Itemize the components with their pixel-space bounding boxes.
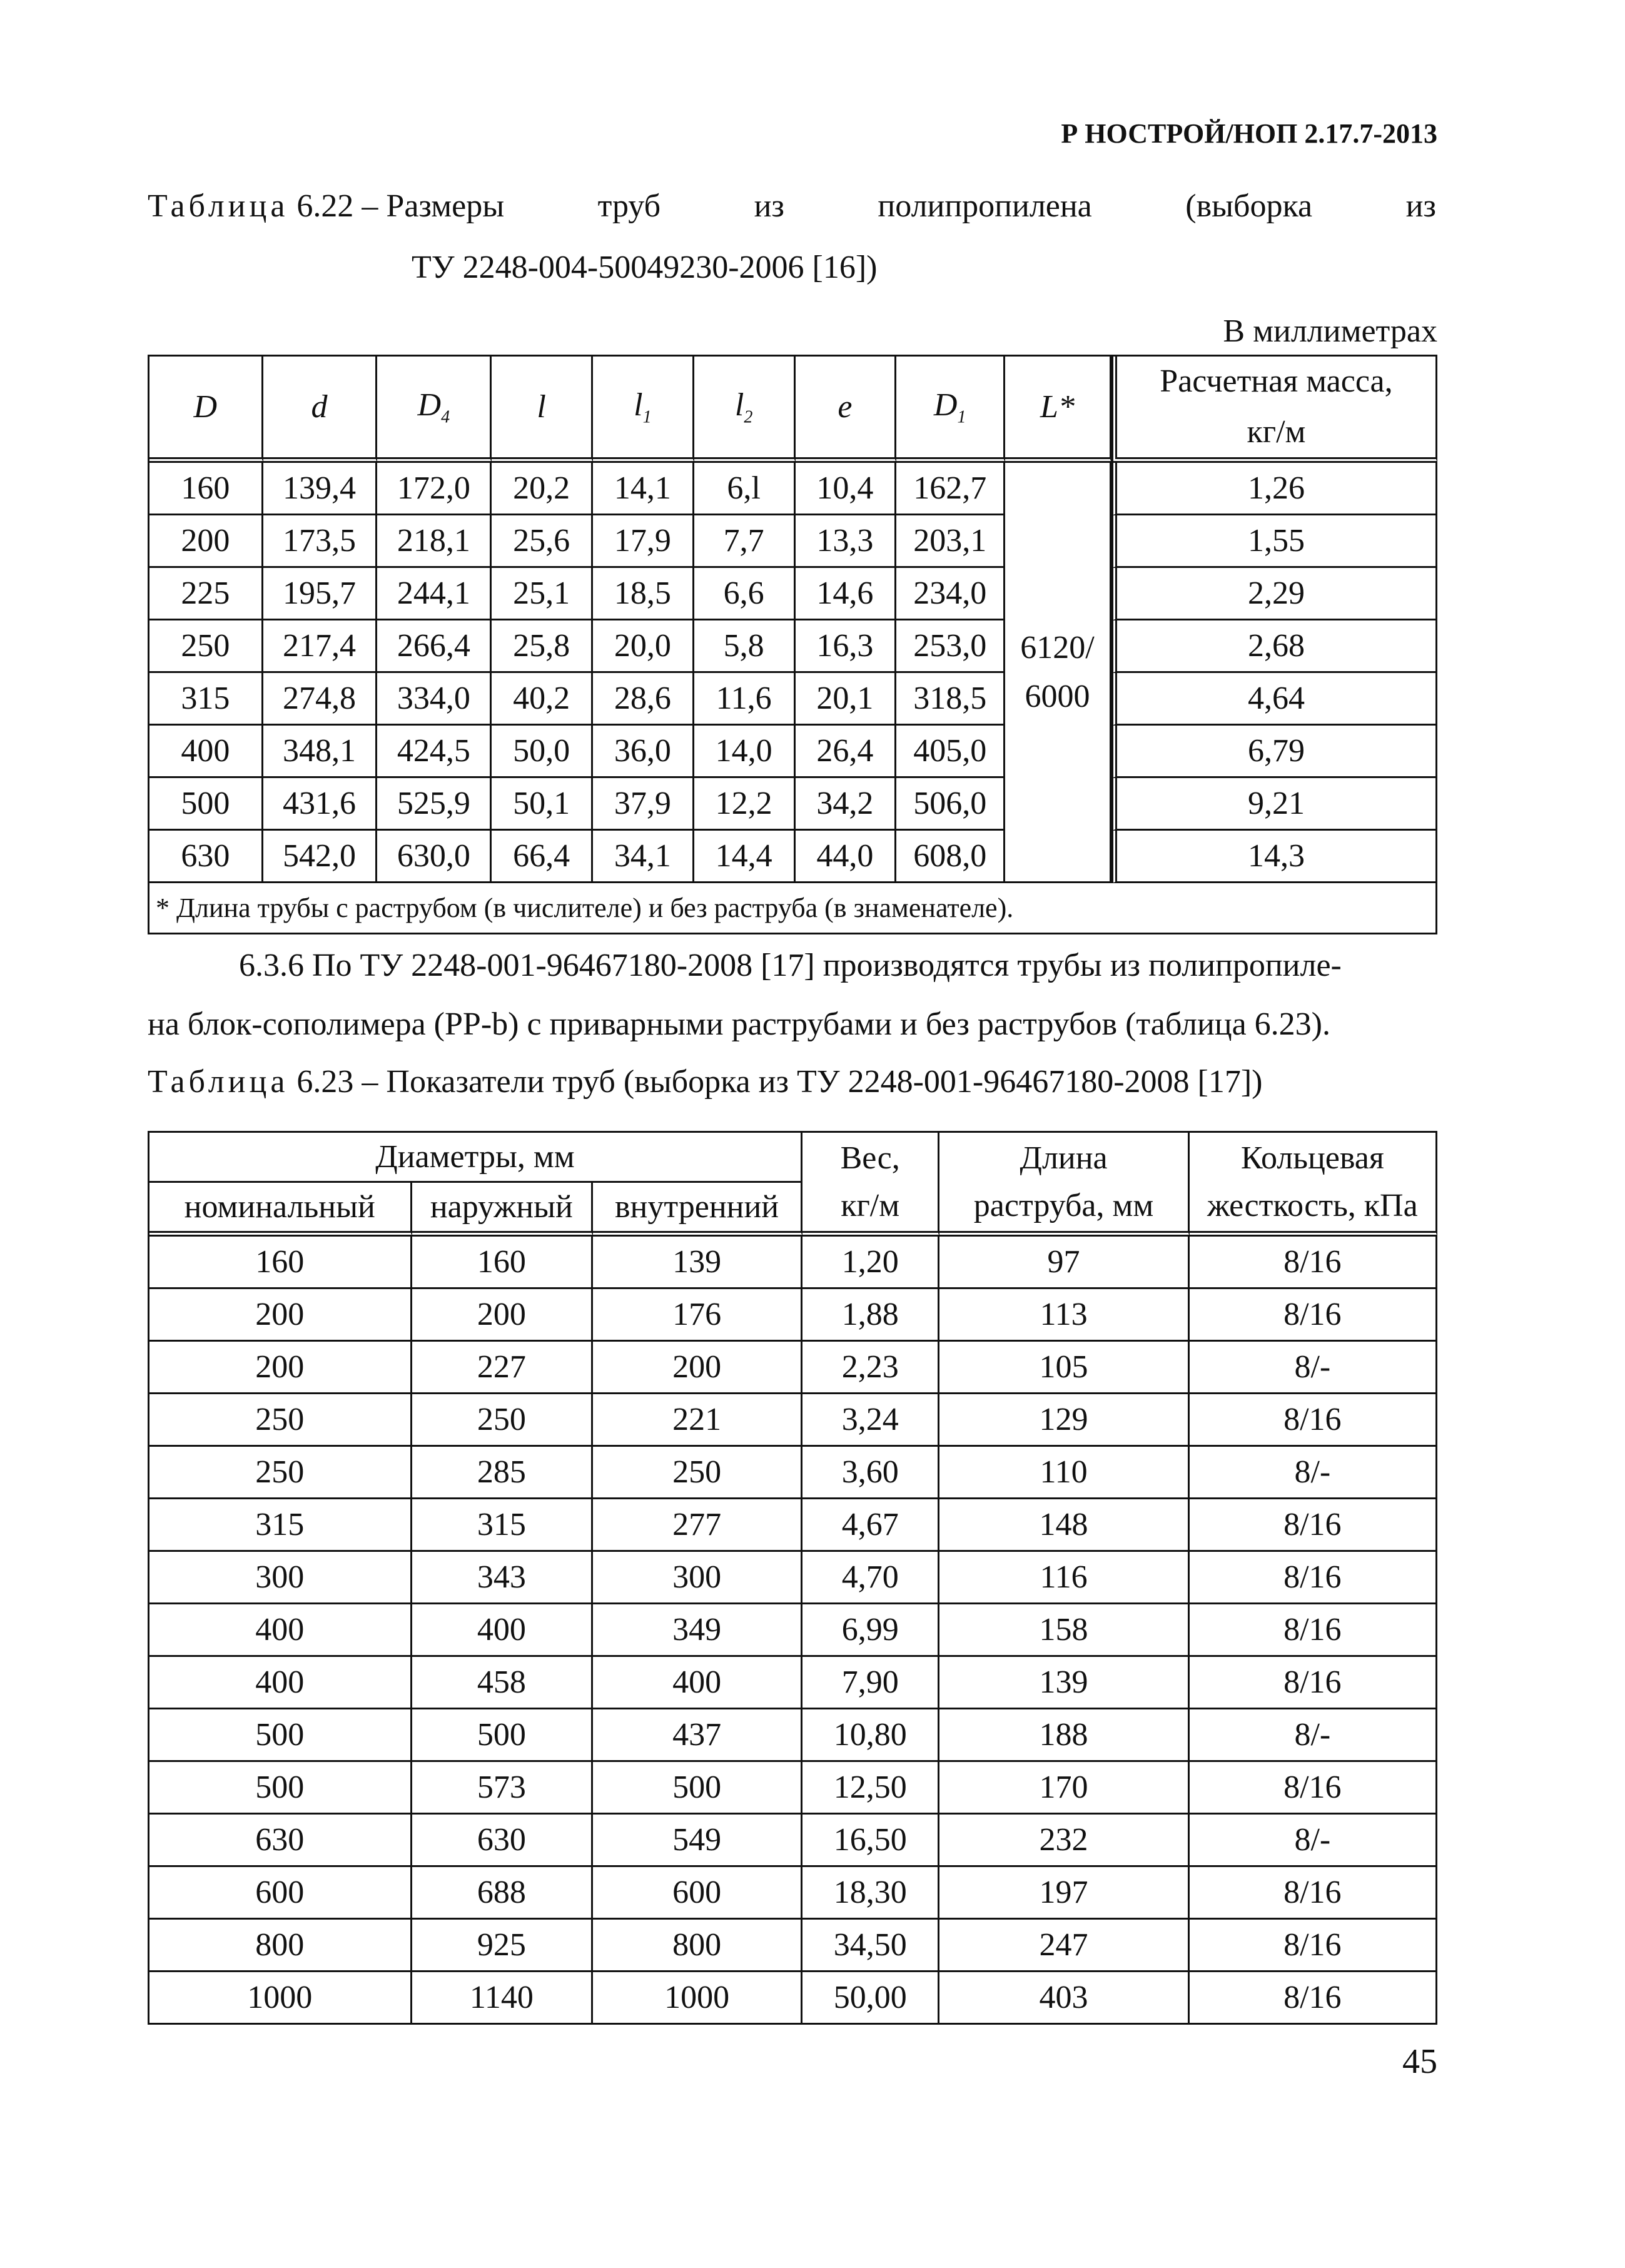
cell-ring-stiffness: 8/- — [1190, 1447, 1437, 1499]
cell-nominal: 500 — [149, 1762, 412, 1815]
table-22-caption-line2: ТУ 2248-004-50049230-2006 [16]) — [412, 250, 878, 285]
table-row — [149, 1972, 1437, 2025]
cell-D1: 162,7 — [896, 463, 1005, 515]
cell-l: 50,1 — [492, 778, 593, 831]
cell-outer: 315 — [412, 1499, 594, 1552]
header-l2: $l_2$ — [694, 357, 796, 463]
cell-l2: 6,l — [694, 463, 796, 515]
cell-D4: 334,0 — [377, 673, 492, 726]
cell-socket-length: 148 — [939, 1499, 1189, 1552]
cell-nominal: 400 — [149, 1657, 412, 1709]
cell-l: 25,8 — [492, 620, 593, 673]
cell-weight: 34,50 — [802, 1920, 940, 1972]
cell-l2: 5,8 — [694, 620, 796, 673]
cell-inner: 600 — [593, 1867, 802, 1920]
table-6-23 — [148, 1131, 1437, 2025]
cell-l: 40,2 — [492, 673, 593, 726]
caption-word: из — [1405, 188, 1436, 224]
cell-e: 34,2 — [796, 778, 897, 831]
caption-word: полипропилена — [878, 188, 1092, 224]
cell-nominal: 800 — [149, 1920, 412, 1972]
cell-inner: 221 — [593, 1394, 802, 1447]
cell-socket-length: 170 — [939, 1762, 1189, 1815]
cell-socket-length: 113 — [939, 1289, 1189, 1342]
cell-socket-length: 116 — [939, 1552, 1189, 1604]
table-6-22 — [148, 355, 1437, 934]
cell-weight: 1,20 — [802, 1237, 940, 1289]
cell-D: 225 — [149, 568, 263, 620]
header-mass: Расчетная масса, кг/м — [1111, 357, 1437, 463]
table-row — [149, 1815, 1437, 1867]
caption-label: Таблица — [148, 188, 289, 224]
cell-inner: 277 — [593, 1499, 802, 1552]
cell-l1: 14,1 — [593, 463, 694, 515]
cell-outer: 227 — [412, 1342, 594, 1394]
cell-d: 173,5 — [263, 515, 378, 568]
cell-e: 13,3 — [796, 515, 897, 568]
table-row — [149, 463, 1437, 515]
units-note: В миллиметрах — [1223, 313, 1437, 349]
cell-D4: 172,0 — [377, 463, 492, 515]
table-row — [149, 1289, 1437, 1342]
cell-outer: 1140 — [412, 1972, 594, 2025]
cell-l1: 28,6 — [593, 673, 694, 726]
cell-socket-length: 197 — [939, 1867, 1189, 1920]
cell-outer: 343 — [412, 1552, 594, 1604]
cell-l2: 12,2 — [694, 778, 796, 831]
cell-weight: 2,23 — [802, 1342, 940, 1394]
cell-D4: 424,5 — [377, 726, 492, 778]
cell-ring-stiffness: 8/16 — [1190, 1867, 1437, 1920]
header-nominal: номинальный — [149, 1183, 412, 1237]
cell-outer: 285 — [412, 1447, 594, 1499]
table-footnote: * Длина трубы с раструбом (в числителе) и без раструба (в знаменателе). — [149, 883, 1437, 934]
table-header-row — [149, 1133, 1437, 1183]
cell-l: 25,1 — [492, 568, 593, 620]
header-D: D — [149, 357, 263, 463]
cell-D4: 218,1 — [377, 515, 492, 568]
document-code: Р НОСТРОЙ/НОП 2.17.7-2013 — [1061, 118, 1437, 149]
cell-inner: 437 — [593, 1709, 802, 1762]
header-D4: $D_4$ — [377, 357, 492, 463]
cell-nominal: 315 — [149, 1499, 412, 1552]
cell-inner: 176 — [593, 1289, 802, 1342]
cell-outer: 400 — [412, 1604, 594, 1657]
cell-mass: 4,64 — [1111, 673, 1437, 726]
caption-word: труб — [597, 188, 661, 224]
cell-l1: 36,0 — [593, 726, 694, 778]
cell-l: 66,4 — [492, 831, 593, 883]
cell-D: 400 — [149, 726, 263, 778]
cell-outer: 500 — [412, 1709, 594, 1762]
cell-ring-stiffness: 8/16 — [1190, 1237, 1437, 1289]
table-row — [149, 1499, 1437, 1552]
table-row — [149, 1604, 1437, 1657]
cell-inner: 200 — [593, 1342, 802, 1394]
header-D1: $D_1$ — [896, 357, 1005, 463]
page-number: 45 — [1402, 2042, 1437, 2081]
cell-socket-length: 105 — [939, 1342, 1189, 1394]
cell-l: 20,2 — [492, 463, 593, 515]
cell-L: 6120/ 6000 — [1005, 463, 1111, 883]
cell-nominal: 200 — [149, 1289, 412, 1342]
cell-ring-stiffness: 8/16 — [1190, 1394, 1437, 1447]
table-row — [149, 726, 1437, 778]
cell-l1: 20,0 — [593, 620, 694, 673]
cell-nominal: 400 — [149, 1604, 412, 1657]
table-row — [149, 515, 1437, 568]
cell-mass: 2,29 — [1111, 568, 1437, 620]
header-socket-length: Длина раструба, мм — [939, 1133, 1189, 1237]
table-row — [149, 1709, 1437, 1762]
cell-l: 50,0 — [492, 726, 593, 778]
cell-mass: 1,26 — [1111, 463, 1437, 515]
cell-mass: 2,68 — [1111, 620, 1437, 673]
cell-nominal: 300 — [149, 1552, 412, 1604]
cell-nominal: 160 — [149, 1237, 412, 1289]
table-row — [149, 568, 1437, 620]
table-row — [149, 673, 1437, 726]
cell-l1: 37,9 — [593, 778, 694, 831]
cell-nominal: 250 — [149, 1394, 412, 1447]
cell-weight: 4,67 — [802, 1499, 940, 1552]
cell-d: 195,7 — [263, 568, 378, 620]
header-L: L* — [1005, 357, 1111, 463]
cell-D1: 405,0 — [896, 726, 1005, 778]
cell-nominal: 500 — [149, 1709, 412, 1762]
table-row — [149, 1920, 1437, 1972]
cell-l2: 14,0 — [694, 726, 796, 778]
cell-d: 274,8 — [263, 673, 378, 726]
cell-inner: 549 — [593, 1815, 802, 1867]
cell-l1: 34,1 — [593, 831, 694, 883]
cell-inner: 250 — [593, 1447, 802, 1499]
cell-l1: 17,9 — [593, 515, 694, 568]
cell-e: 26,4 — [796, 726, 897, 778]
cell-ring-stiffness: 8/16 — [1190, 1604, 1437, 1657]
cell-outer: 250 — [412, 1394, 594, 1447]
caption-word: (выборка — [1185, 188, 1313, 224]
cell-l: 25,6 — [492, 515, 593, 568]
cell-outer: 630 — [412, 1815, 594, 1867]
table-23-caption: Таблица 6.23 – Показатели труб (выборка из ТУ 2248-001-96467180-2008 [17]) — [148, 1064, 1263, 1100]
cell-weight: 4,70 — [802, 1552, 940, 1604]
cell-e: 16,3 — [796, 620, 897, 673]
table-row — [149, 778, 1437, 831]
table-row — [149, 1552, 1437, 1604]
cell-ring-stiffness: 8/16 — [1190, 1552, 1437, 1604]
table-22-caption — [148, 188, 1436, 225]
cell-socket-length: 158 — [939, 1604, 1189, 1657]
cell-D4: 525,9 — [377, 778, 492, 831]
cell-ring-stiffness: 8/- — [1190, 1709, 1437, 1762]
cell-socket-length: 188 — [939, 1709, 1189, 1762]
table-23-body — [149, 1237, 1437, 2025]
header-d: d — [263, 357, 378, 463]
cell-outer: 458 — [412, 1657, 594, 1709]
cell-nominal: 600 — [149, 1867, 412, 1920]
cell-nominal: 250 — [149, 1447, 412, 1499]
table-row — [149, 1447, 1437, 1499]
cell-D: 250 — [149, 620, 263, 673]
cell-nominal: 1000 — [149, 1972, 412, 2025]
cell-e: 44,0 — [796, 831, 897, 883]
cell-D1: 234,0 — [896, 568, 1005, 620]
cell-outer: 925 — [412, 1920, 594, 1972]
cell-outer: 200 — [412, 1289, 594, 1342]
cell-D: 630 — [149, 831, 263, 883]
cell-D1: 318,5 — [896, 673, 1005, 726]
table-row — [149, 1867, 1437, 1920]
cell-socket-length: 232 — [939, 1815, 1189, 1867]
cell-e: 10,4 — [796, 463, 897, 515]
cell-d: 431,6 — [263, 778, 378, 831]
table-header-row — [149, 357, 1437, 463]
caption-word: из — [754, 188, 784, 224]
cell-ring-stiffness: 8/16 — [1190, 1920, 1437, 1972]
table-row — [149, 831, 1437, 883]
cell-ring-stiffness: 8/16 — [1190, 1762, 1437, 1815]
cell-d: 348,1 — [263, 726, 378, 778]
cell-inner: 1000 — [593, 1972, 802, 2025]
header-weight: Вес, кг/м — [802, 1133, 940, 1237]
cell-mass: 1,55 — [1111, 515, 1437, 568]
cell-D1: 506,0 — [896, 778, 1005, 831]
cell-l1: 18,5 — [593, 568, 694, 620]
cell-socket-length: 110 — [939, 1447, 1189, 1499]
cell-D: 315 — [149, 673, 263, 726]
cell-D: 160 — [149, 463, 263, 515]
cell-l2: 14,4 — [694, 831, 796, 883]
cell-nominal: 200 — [149, 1342, 412, 1394]
header-e: e — [796, 357, 897, 463]
cell-mass: 14,3 — [1111, 831, 1437, 883]
cell-l2: 11,6 — [694, 673, 796, 726]
cell-socket-length: 247 — [939, 1920, 1189, 1972]
paragraph-line-1: 6.3.6 По ТУ 2248-001-96467180-2008 [17] производятся трубы из полипропиле- — [239, 948, 1342, 983]
cell-socket-length: 139 — [939, 1657, 1189, 1709]
cell-nominal: 630 — [149, 1815, 412, 1867]
table-row — [149, 620, 1437, 673]
cell-weight: 3,24 — [802, 1394, 940, 1447]
cell-mass: 9,21 — [1111, 778, 1437, 831]
cell-outer: 688 — [412, 1867, 594, 1920]
header-outer: наружный — [412, 1183, 594, 1237]
table-row — [149, 1237, 1437, 1289]
cell-weight: 7,90 — [802, 1657, 940, 1709]
cell-mass: 6,79 — [1111, 726, 1437, 778]
table-row — [149, 1394, 1437, 1447]
cell-D1: 253,0 — [896, 620, 1005, 673]
cell-D4: 630,0 — [377, 831, 492, 883]
cell-socket-length: 403 — [939, 1972, 1189, 2025]
table-row — [149, 1657, 1437, 1709]
cell-inner: 349 — [593, 1604, 802, 1657]
cell-inner: 800 — [593, 1920, 802, 1972]
cell-l2: 7,7 — [694, 515, 796, 568]
cell-ring-stiffness: 8/16 — [1190, 1499, 1437, 1552]
cell-weight: 1,88 — [802, 1289, 940, 1342]
cell-weight: 16,50 — [802, 1815, 940, 1867]
cell-e: 14,6 — [796, 568, 897, 620]
cell-socket-length: 97 — [939, 1237, 1189, 1289]
cell-D1: 608,0 — [896, 831, 1005, 883]
cell-weight: 6,99 — [802, 1604, 940, 1657]
table-row — [149, 1342, 1437, 1394]
cell-outer: 573 — [412, 1762, 594, 1815]
cell-d: 217,4 — [263, 620, 378, 673]
cell-ring-stiffness: 8/- — [1190, 1342, 1437, 1394]
cell-D: 500 — [149, 778, 263, 831]
cell-inner: 400 — [593, 1657, 802, 1709]
caption-word: 6.22 – Размеры — [296, 188, 505, 224]
cell-outer: 160 — [412, 1237, 594, 1289]
header-diameters: Диаметры, мм — [149, 1133, 802, 1183]
cell-l2: 6,6 — [694, 568, 796, 620]
paragraph-line-2: на блок-сополимера (PP-b) с приварными раструбами и без раструбов (таблица 6.23). — [148, 1006, 1330, 1042]
header-l: l — [492, 357, 593, 463]
cell-weight: 12,50 — [802, 1762, 940, 1815]
cell-D4: 244,1 — [377, 568, 492, 620]
cell-d: 542,0 — [263, 831, 378, 883]
cell-weight: 50,00 — [802, 1972, 940, 2025]
cell-D4: 266,4 — [377, 620, 492, 673]
cell-weight: 10,80 — [802, 1709, 940, 1762]
header-ring-stiffness: Кольцевая жесткость, кПа — [1190, 1133, 1437, 1237]
cell-ring-stiffness: 8/- — [1190, 1815, 1437, 1867]
cell-d: 139,4 — [263, 463, 378, 515]
footnote-row — [149, 883, 1437, 934]
cell-e: 20,1 — [796, 673, 897, 726]
table-row — [149, 1762, 1437, 1815]
cell-D1: 203,1 — [896, 515, 1005, 568]
cell-ring-stiffness: 8/16 — [1190, 1972, 1437, 2025]
cell-D: 200 — [149, 515, 263, 568]
cell-inner: 139 — [593, 1237, 802, 1289]
cell-socket-length: 129 — [939, 1394, 1189, 1447]
cell-weight: 18,30 — [802, 1867, 940, 1920]
cell-ring-stiffness: 8/16 — [1190, 1657, 1437, 1709]
cell-inner: 300 — [593, 1552, 802, 1604]
header-l1: $l_1$ — [593, 357, 694, 463]
header-inner: внутренний — [593, 1183, 802, 1237]
cell-weight: 3,60 — [802, 1447, 940, 1499]
cell-inner: 500 — [593, 1762, 802, 1815]
cell-ring-stiffness: 8/16 — [1190, 1289, 1437, 1342]
